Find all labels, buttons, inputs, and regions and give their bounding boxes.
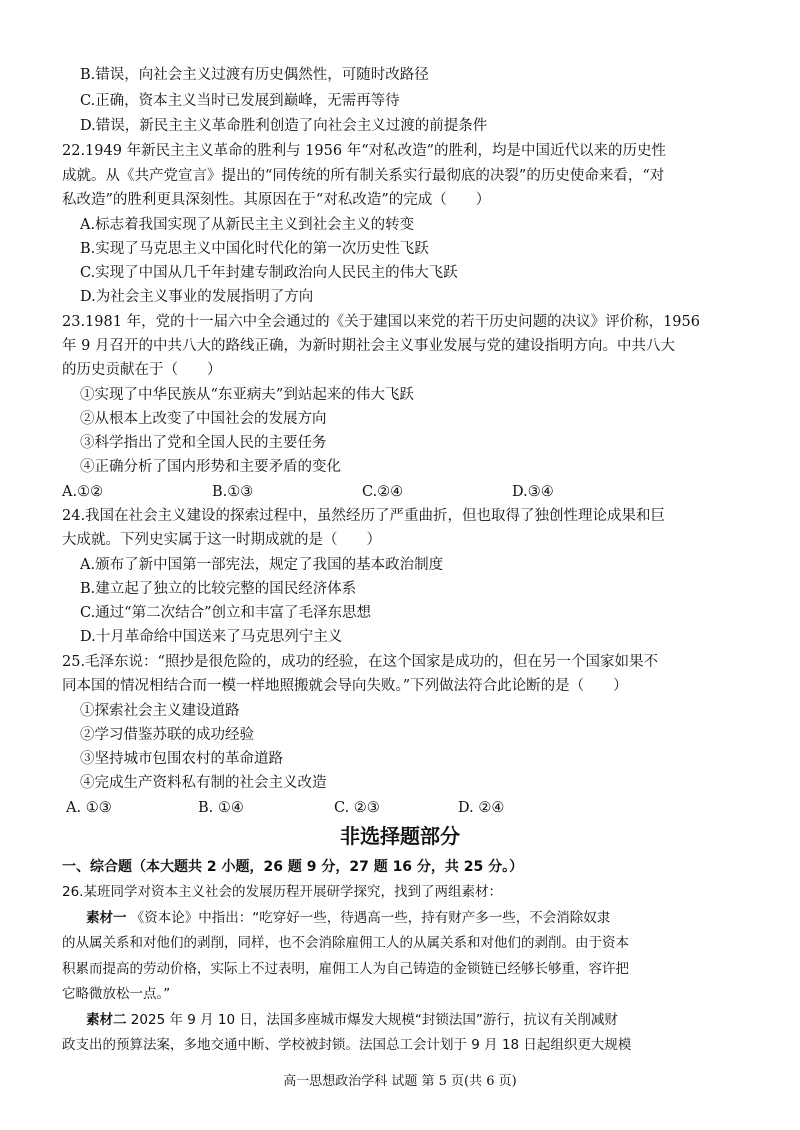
q23-statement-3: ③科学指出了党和全国人民的主要任务 xyxy=(80,435,327,451)
q24-option-c: C.通过“第二次结合”创立和丰富了毛泽东思想 xyxy=(80,605,372,621)
q22-option-d: D.为社会主义事业的发展指明了方向 xyxy=(80,289,314,305)
q23-choice-c: C.②④ xyxy=(362,484,404,500)
q23-statement-2: ②从根本上改变了中国社会的发展方向 xyxy=(80,411,327,427)
q21-option-d: D.错误，新民主主义革命胜利创造了向社会主义过渡的前提条件 xyxy=(80,118,488,134)
q26-material1-line3: 积累而提高的劳动价格，实际上不过表明，雇佣工人为自己铸造的金锁链已经够长够重，容许把 xyxy=(62,961,629,977)
q25-statement-3: ③坚持城市包围农村的革命道路 xyxy=(80,751,283,767)
q26-material1-line2: 的从属关系和对他们的剥削，同样，也不会消除雇佣工人的从属关系和对他们的剥削。由于资本 xyxy=(62,935,629,951)
q24-option-b: B.建立起了独立的比较完整的国民经济体系 xyxy=(80,581,357,597)
q23-choice-a: A.①② xyxy=(62,484,104,500)
q22-stem-line3: 私改造”的胜利更具深刻性。其原因在于“对私改造”的完成（ ） xyxy=(62,192,491,208)
q25-choice-c: C. ②③ xyxy=(334,800,380,816)
q23-choices xyxy=(62,481,742,503)
q26-material1-text1: 《资本论》中指出：“吃穿好一些，待遇高一些，持有财产多一些，不会消除奴隶 xyxy=(130,910,611,926)
q26-material2-text1: 2025 年 9 月 10 日，法国多座城市爆发大规模“封锁法国”游行，抗议有关削减财 xyxy=(130,1012,618,1028)
q23-statement-1: ①实现了中华民族从“东亚病夫”到站起来的伟大飞跃 xyxy=(80,387,414,403)
q26-material2-line1 xyxy=(86,1009,766,1031)
q25-choice-b: B. ①④ xyxy=(198,800,244,816)
q23-stem-line2: 年 9 月召开的中共八大的路线正确，为新时期社会主义事业发展与党的建设指明方向。中共八大 xyxy=(62,338,675,354)
q26-material1-label: 素材一 xyxy=(86,910,127,926)
section-subtitle: 一、综合题（本大题共 2 小题，26 题 9 分，27 题 16 分，共 25 分。） xyxy=(62,859,524,875)
q23-statement-4: ④正确分析了国内形势和主要矛盾的变化 xyxy=(80,459,341,475)
q25-choice-a: A. ①③ xyxy=(66,800,112,816)
q25-statement-2: ②学习借鉴苏联的成功经验 xyxy=(80,727,254,743)
q25-statement-4: ④完成生产资料私有制的社会主义改造 xyxy=(80,775,327,791)
q26-material2-line2: 政支出的预算法案，多地交通中断、学校被封锁。法国总工会计划于 9 月 18 日起组织更大规模 xyxy=(62,1037,632,1053)
q26-material2-label: 素材二 xyxy=(86,1012,127,1028)
q25-stem-line2: 同本国的情况相结合而一模一样地照搬就会导向失败。”下列做法符合此论断的是（ ） xyxy=(62,678,628,694)
page-footer: 高一思想政治学科 试题 第 5 页(共 6 页) xyxy=(283,1074,517,1089)
q23-choice-b: B.①③ xyxy=(212,484,254,500)
q24-stem-line2: 大成就。下列史实属于这一时期成就的是（ ） xyxy=(62,532,381,548)
q21-option-b: B.错误，向社会主义过渡有历史偶然性，可随时改路径 xyxy=(80,67,429,83)
q26-intro: 26.某班同学对资本主义社会的发展历程开展研学探究，找到了两组素材： xyxy=(62,884,502,900)
q25-choices xyxy=(66,797,746,819)
section-title: 非选择题部分 xyxy=(340,824,460,848)
q22-stem-line2: 成就。从《共产党宣言》提出的“同传统的所有制关系实行最彻底的决裂”的历史使命来看，“对 xyxy=(62,168,665,184)
q22-option-b: B.实现了马克思主义中国化时代化的第一次历史性飞跃 xyxy=(80,241,429,257)
q21-option-c: C.正确，资本主义当时已发展到巅峰，无需再等待 xyxy=(80,93,400,109)
q22-stem-line1: 22.1949 年新民主主义革命的胜利与 1956 年“对私改造”的胜利，均是中国近代以来的历史性 xyxy=(62,143,667,159)
q25-stem-line1: 25.毛泽东说：“照抄是很危险的，成功的经验，在这个国家是成功的，但在另一个国家如果不 xyxy=(62,654,658,670)
q26-material1-line4: 它略微放松一点。” xyxy=(62,986,171,1002)
q24-option-a: A.颁布了新中国第一部宪法，规定了我国的基本政治制度 xyxy=(80,557,444,573)
q24-stem-line1: 24.我国在社会主义建设的探索过程中，虽然经历了严重曲折，但也取得了独创性理论成果和巨 xyxy=(62,508,666,524)
q22-option-c: C.实现了中国从几千年封建专制政治向人民民主的伟大飞跃 xyxy=(80,265,458,281)
q22-option-a: A.标志着我国实现了从新民主主义到社会主义的转变 xyxy=(80,217,415,233)
q23-choice-d: D.③④ xyxy=(512,484,554,500)
q25-statement-1: ①探索社会主义建设道路 xyxy=(80,703,240,719)
q26-material1-line1 xyxy=(86,907,766,929)
q25-choice-d: D. ②④ xyxy=(458,800,505,816)
q24-option-d: D.十月革命给中国送来了马克思列宁主义 xyxy=(80,629,343,645)
q23-stem-line1: 23.1981 年，党的十一届六中全会通过的《关于建国以来党的若干历史问题的决议》评价称，1956 xyxy=(62,314,700,330)
q23-stem-line3: 的历史贡献在于（ ） xyxy=(62,362,222,378)
